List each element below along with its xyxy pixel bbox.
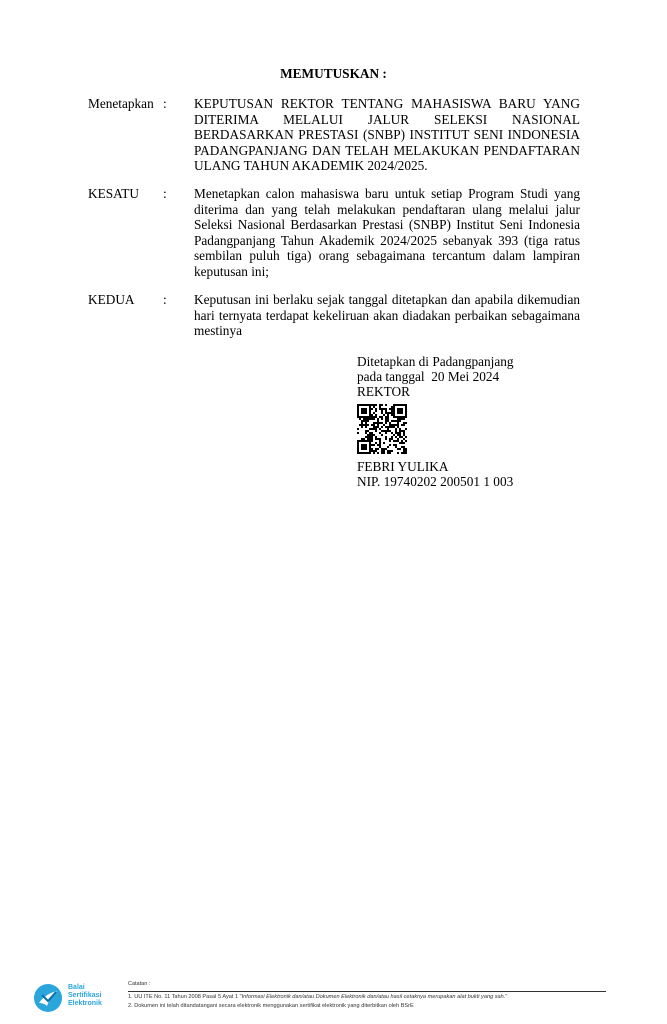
- logo-line: Elektronik: [68, 1000, 102, 1007]
- signatory-nip: NIP. 19740202 200501 1 003: [357, 474, 514, 489]
- logo-line: Sertifikasi: [68, 992, 102, 999]
- signature-place: Ditetapkan di Padangpanjang: [357, 354, 514, 369]
- logo-line: Balai: [68, 984, 85, 991]
- note1-quote: Informasi Elektronik dan/atau Dokumen Elektronik dan/atau hasil cetaknya merupakan alat bukti yang sah.: [241, 994, 506, 1000]
- signatory-name: FEBRI YULIKA: [357, 459, 449, 474]
- section-text-menetapkan: KEPUTUSAN REKTOR TENTANG MAHASISWA BARU YANG DITERIMA MELALUI JALUR SELEKSI NASIONAL BERDASARKAN PRESTASI (SNBP) INSTITUT SENI INDONESIA PADANGPANJANG DAN TELAH MELAKUKAN PENDAFTARAN ULANG TAHUN AKADEMIK 2024/2025.: [194, 96, 580, 174]
- document-heading: MEMUTUSKAN :: [280, 66, 387, 81]
- bsre-logo-icon: [33, 983, 63, 1013]
- bsre-logo-text: [68, 984, 102, 1008]
- qr-modules: [357, 404, 407, 454]
- notes-title: Catatan :: [128, 981, 151, 987]
- signature-date: pada tanggal 20 Mei 2024: [357, 369, 500, 384]
- section-label-menetapkan: Menetapkan: [88, 96, 154, 111]
- note1-prefix: 1. UU ITE No. 11 Tahun 2008 Pasal 5 Ayat 1 ": [128, 994, 242, 1000]
- section-colon: :: [163, 292, 167, 307]
- section-label-kesatu: KESATU: [88, 186, 139, 201]
- section-text-kesatu: Menetapkan calon mahasiswa baru untuk setiap Program Studi yang diterima dan yang telah melakukan pendaftaran ulang melalui jalur Seleksi Nasional Berdasarkan Prestasi (SNBP) Institut Seni Indonesia Padangpanjang Tahun Akademik 2024/2025 sebanyak 393 (tiga ratus sembilan puluh tiga) orang sebagaimana tercantum dalam lampiran keputusan ini;: [194, 186, 580, 279]
- footer-note-1: [128, 994, 507, 1000]
- section-colon: :: [163, 186, 167, 201]
- section-label-kedua: KEDUA: [88, 292, 135, 307]
- footer-note-2: 2. Dokumen ini telah ditandatangani secara elektronik menggunakan sertifikat elektronik yang diterbitkan oleh BSrE: [128, 1003, 414, 1009]
- qr-code-icon: [357, 404, 407, 454]
- section-text-kedua: Keputusan ini berlaku sejak tanggal ditetapkan dan apabila dikemudian hari ternyata terdapat kekeliruan akan diadakan perbaikan sebagaimana mestinya: [194, 292, 580, 339]
- note1-suffix: ": [505, 994, 508, 1000]
- signature-title: REKTOR: [357, 384, 410, 399]
- notes-divider: [128, 991, 606, 992]
- section-colon: :: [163, 96, 167, 111]
